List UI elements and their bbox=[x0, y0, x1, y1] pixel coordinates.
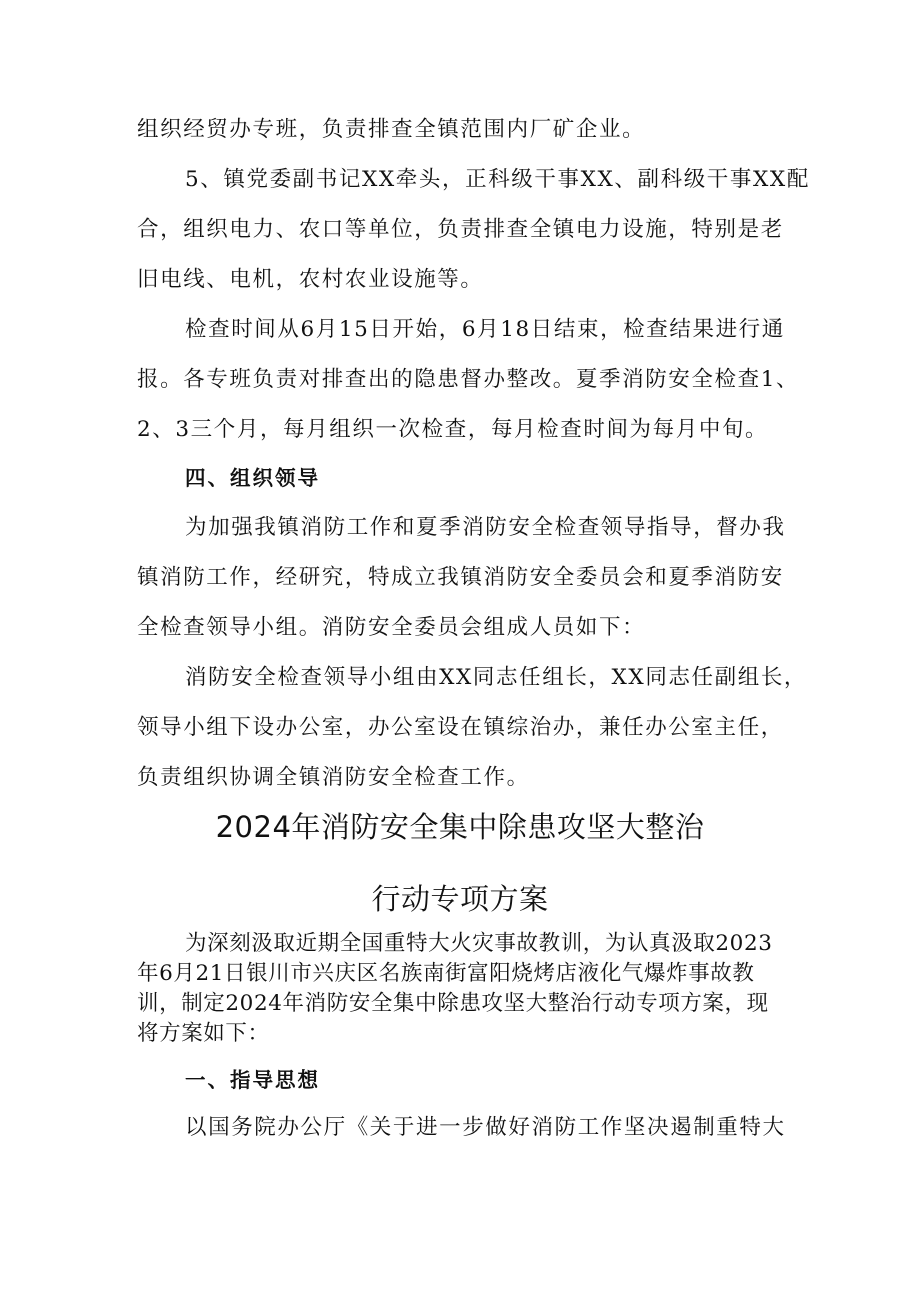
paragraph-line: 旧电线、电机，农村农业设施等。 bbox=[137, 267, 484, 292]
paragraph-line: 领导小组下设办公室，办公室设在镇综治办，兼任办公室主任， bbox=[137, 715, 784, 740]
document-title: 2024年消防安全集中除患攻坚大整治 bbox=[215, 810, 705, 844]
section-heading: 一、指导思想 bbox=[185, 1068, 320, 1092]
paragraph-line: 以国务院办公厅《关于进一步做好消防工作坚决遏制重特大 bbox=[185, 1115, 786, 1140]
paragraph-line: 报。各专班负责对排查出的隐患督办整改。夏季消防安全检查1、 bbox=[137, 367, 800, 392]
paragraph-line: 合，组织电力、农口等单位，负责排查全镇电力设施，特别是老 bbox=[137, 217, 784, 242]
paragraph-line: 镇消防工作，经研究，特成立我镇消防安全委员会和夏季消防安 bbox=[137, 565, 784, 590]
paragraph-line: 训，制定2024年消防安全集中除患攻坚大整治行动专项方案，现 bbox=[137, 991, 769, 1016]
paragraph-line: 2、3三个月，每月组织一次检查，每月检查时间为每月中旬。 bbox=[137, 417, 769, 442]
paragraph-line: 检查时间从6月15日开始，6月18日结束，检查结果进行通 bbox=[185, 317, 785, 342]
paragraph-line: 年6月21日银川市兴庆区名族南街富阳烧烤店液化气爆炸事故教 bbox=[137, 961, 755, 986]
section-heading: 四、组织领导 bbox=[185, 466, 320, 490]
paragraph-line: 将方案如下： bbox=[137, 1021, 270, 1046]
paragraph-line: 负责组织协调全镇消防安全检查工作。 bbox=[137, 765, 530, 790]
paragraph-line: 全检查领导小组。消防安全委员会组成人员如下： bbox=[137, 615, 646, 640]
paragraph-line: 5、镇党委副书记XX牵头，正科级干事XX、副科级干事XX配 bbox=[185, 167, 810, 192]
paragraph-line: 组织经贸办专班，负责排查全镇范围内厂矿企业。 bbox=[137, 117, 646, 142]
paragraph-line: 消防安全检查领导小组由XX同志任组长，XX同志任副组长， bbox=[185, 665, 808, 690]
document-title-continued: 行动专项方案 bbox=[371, 882, 549, 916]
paragraph-line: 为加强我镇消防工作和夏季消防安全检查领导指导，督办我 bbox=[185, 515, 786, 540]
paragraph-line: 为深刻汲取近期全国重特大火灾事故教训，为认真汲取2023 bbox=[185, 931, 773, 956]
